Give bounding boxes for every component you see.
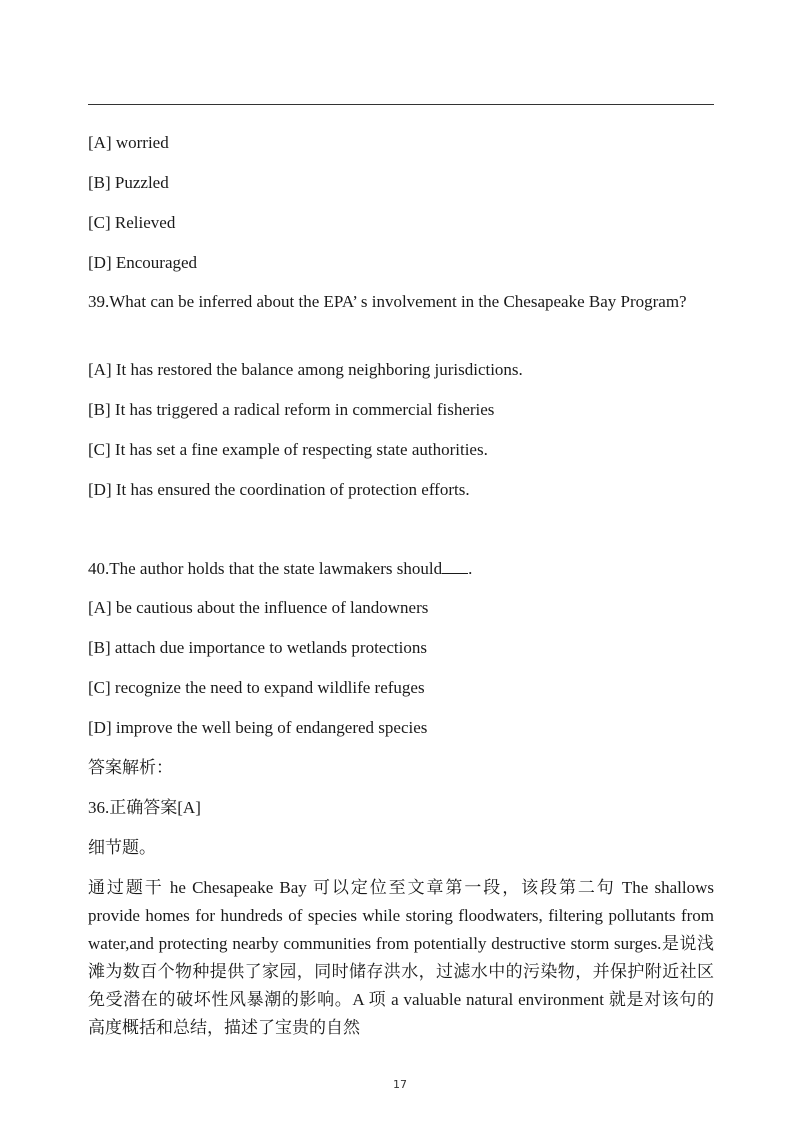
q40-stem-text: 40.The author holds that the state lawmakers should — [88, 559, 443, 578]
q40-option-c: [C] recognize the need to expand wildlife refuges — [88, 678, 425, 697]
q39-option-b: [B] It has triggered a radical reform in commercial fisheries — [88, 400, 495, 419]
explanation-paragraph: 通过题干 he Chesapeake Bay 可以定位至文章第一段，该段第二句 The shallows provide homes for hundreds of species while storing floodwaters, filtering pollutants from water,and protecting nearby communities from potentially destructive storm surges.是说浅滩为数百个物种提供了家园，同时储存洪水，过滤水中的污染物，并保护附近社区免受潜在的破坏性风暴潮的影响。A 项 a valuable natural environment 就是对该句的高度概括和总结，描述了宝贵的自然 — [88, 878, 714, 1037]
answer-36: 36.正确答案[A] — [88, 798, 201, 817]
page-number: 17 — [393, 1078, 407, 1091]
q38-option-c: [C] Relieved — [88, 213, 176, 232]
q40-option-b: [B] attach due importance to wetlands protections — [88, 638, 427, 657]
q38-option-d: [D] Encouraged — [88, 253, 198, 272]
q40-option-a: [A] be cautious about the influence of landowners — [88, 598, 429, 617]
q40-option-d: [D] improve the well being of endangered species — [88, 718, 428, 737]
q38-option-b: [B] Puzzled — [88, 173, 169, 192]
q40-stem — [88, 556, 472, 582]
header-rule — [88, 104, 714, 105]
q39-option-c: [C] It has set a fine example of respecting state authorities. — [88, 440, 488, 459]
analysis-heading: 答案解析： — [88, 758, 173, 777]
q40-stem-end: . — [468, 559, 473, 578]
q38-option-a: [A] worried — [88, 133, 169, 152]
question-type: 细节题。 — [88, 838, 156, 857]
q39-option-d: [D] It has ensured the coordination of protection efforts. — [88, 480, 470, 499]
q39-option-a: [A] It has restored the balance among neighboring jurisdictions. — [88, 360, 523, 379]
q39-stem: 39.What can be inferred about the EPA’ s involvement in the Chesapeake Bay Program? — [88, 292, 687, 311]
answer-blank — [442, 559, 468, 574]
